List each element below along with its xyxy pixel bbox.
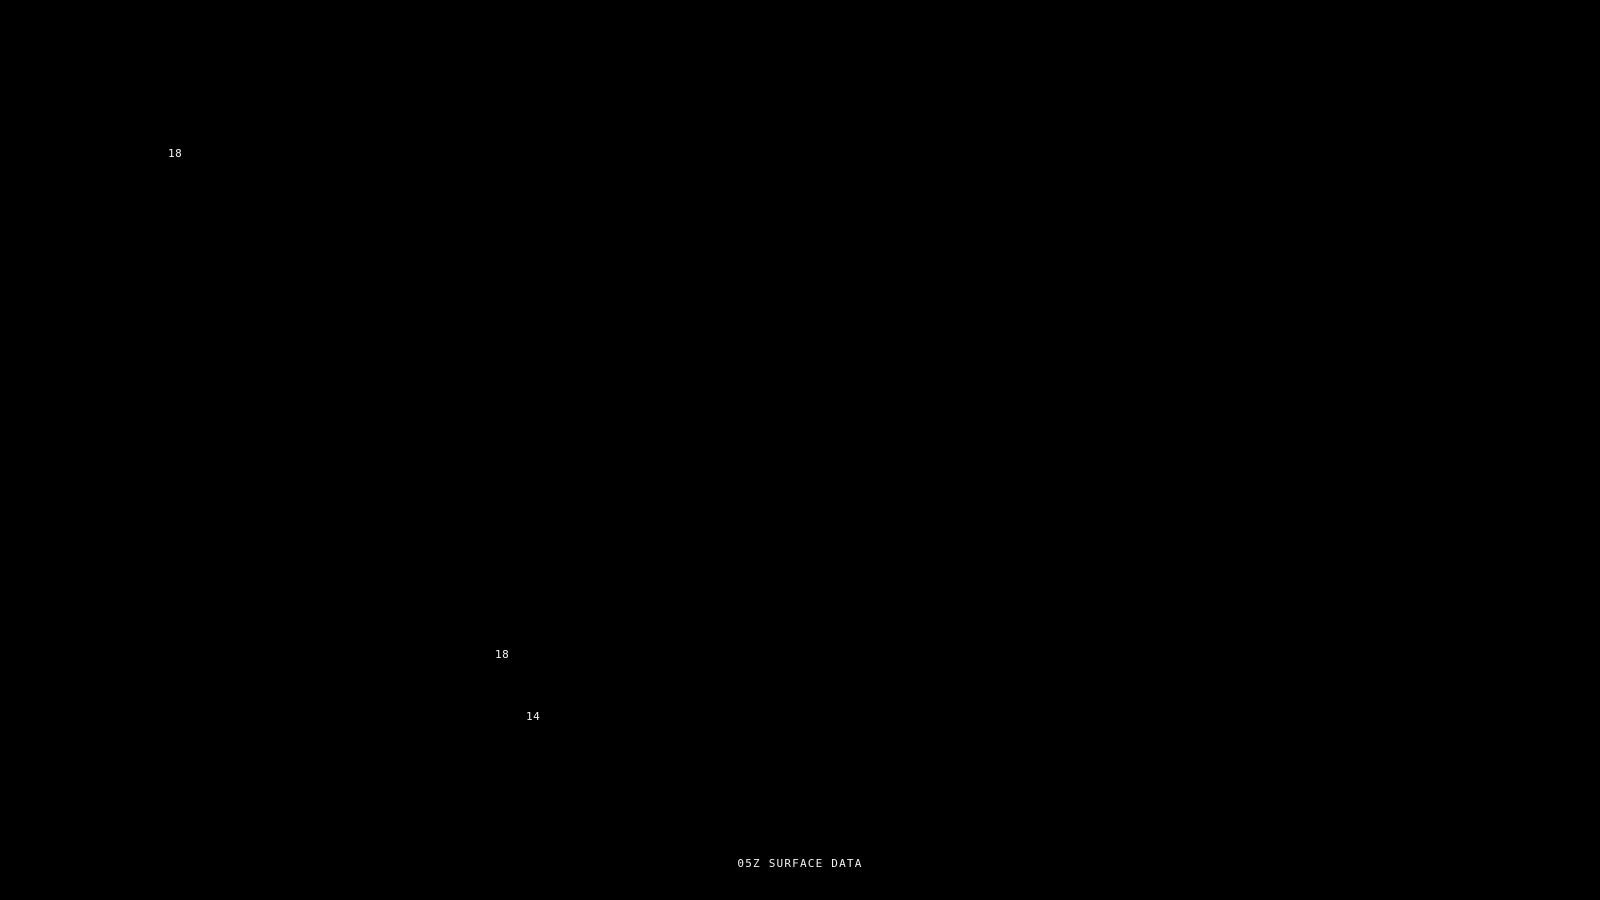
map-caption: 05Z SURFACE DATA (737, 857, 863, 870)
station-observation-3: 14 (526, 710, 541, 723)
station-observation-1: 18 (168, 147, 183, 160)
station-observation-2: 18 (495, 648, 510, 661)
